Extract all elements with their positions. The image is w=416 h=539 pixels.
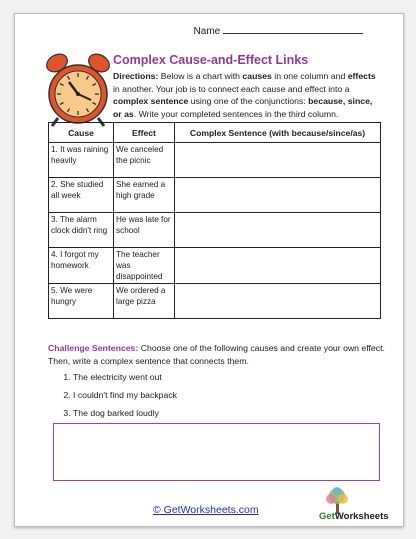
list-item: 3. The dog barked loudly <box>73 408 177 418</box>
effect-cell: We canceled the picnic <box>114 143 175 178</box>
challenge-causes-list <box>57 372 177 426</box>
cause-effect-table <box>48 122 381 319</box>
effect-cell: He was late for school <box>114 213 175 248</box>
cause-cell: 2. She studied all week <box>49 178 114 213</box>
name-label: Name <box>193 26 221 37</box>
cause-cell: 5. We were hungry <box>49 284 114 319</box>
challenge-lead: Challenge Sentences: <box>48 343 139 353</box>
sentence-cell[interactable] <box>175 143 381 178</box>
sentence-cell[interactable] <box>175 248 381 284</box>
effect-cell: We ordered a large pizza <box>114 284 175 319</box>
header-cause: Cause <box>49 123 114 143</box>
sentence-cell[interactable] <box>175 178 381 213</box>
list-item: 2. I couldn't find my backpack <box>73 390 177 400</box>
alarm-clock-icon <box>43 52 113 128</box>
list-item: 1. The electricity went out <box>73 372 177 382</box>
challenge-instructions: Choose one of the following causes and create your own effect. Then, write a complex sentence that connects them. <box>48 343 385 366</box>
name-blank[interactable] <box>223 24 363 34</box>
header-sentence: Complex Sentence (with because/since/as) <box>175 123 381 143</box>
table-row <box>49 284 381 319</box>
table-row <box>49 248 381 284</box>
name-field[interactable] <box>194 24 363 37</box>
challenge-text <box>48 342 388 367</box>
sentence-cell[interactable] <box>175 284 381 319</box>
header-effect: Effect <box>114 123 175 143</box>
cause-cell: 1. It was raining heavily <box>49 143 114 178</box>
effect-cell: The teacher was disappointed <box>114 248 175 284</box>
sentence-cell[interactable] <box>175 213 381 248</box>
directions-text: Directions: Below is a chart with causes in one column and effects in another. Your job is to connect each cause and effect into a complex sentence using one of the conjunctions: because, since, or as. Write your completed sentences in the third column. <box>113 71 376 119</box>
table-header-row <box>49 123 381 143</box>
getworksheets-logo: GetWorksheets <box>319 511 389 522</box>
worksheet-page <box>14 13 404 527</box>
getworksheets-link[interactable]: © GetWorksheets.com <box>153 504 259 516</box>
challenge-answer-box[interactable] <box>53 423 380 481</box>
table-row <box>49 178 381 213</box>
effect-cell: She earned a high grade <box>114 178 175 213</box>
cause-cell: 3. The alarm clock didn't ring <box>49 213 114 248</box>
table-row <box>49 143 381 178</box>
table-row <box>49 213 381 248</box>
cause-cell: 4. I forgot my homework <box>49 248 114 284</box>
worksheet-title: Complex Cause-and-Effect Links <box>113 53 309 67</box>
